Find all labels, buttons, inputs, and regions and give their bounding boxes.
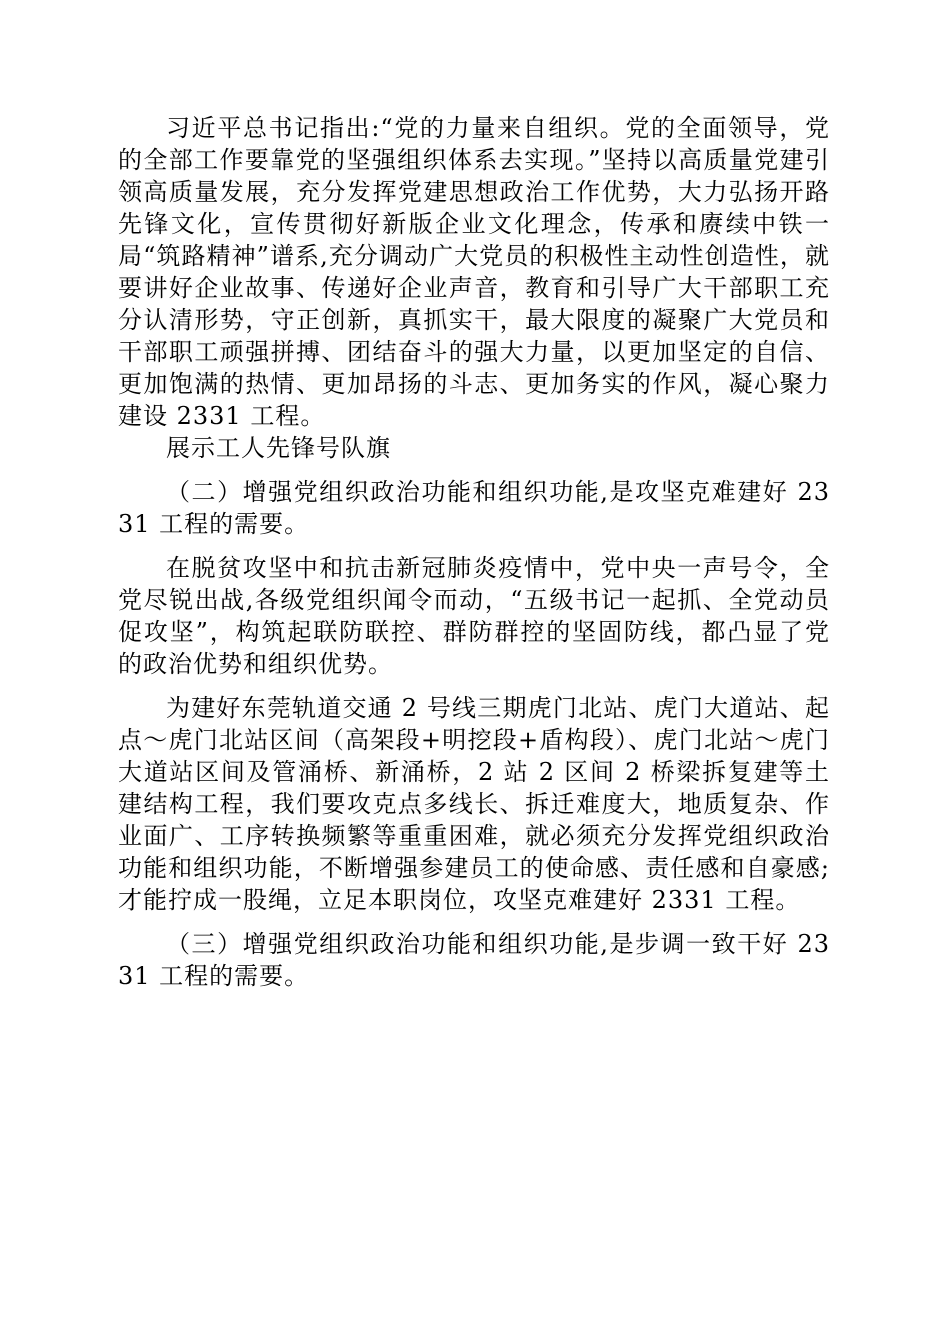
paragraph-poverty-epidemic: 在脱贫攻坚中和抗击新冠肺炎疫情中，党中央一声号令，全党尽锐出战,各级党组织闻令而动，“五级书记一起抓、全党动员促攻坚”，构筑起联防联控、群防群控的坚固防线，都凸显了党的政治优势和组织优势。 [118, 554, 830, 678]
section-heading-3: （三）增强党组织政治功能和组织功能,是步调一致干好 2331 工程的需要。 [118, 930, 830, 990]
caption-worker-pioneer-flag: 展示工人先锋号队旗 [166, 434, 391, 462]
paragraph-dongguan-line-2: 为建好东莞轨道交通 2 号线三期虎门北站、虎门大道站、起点～虎门北站区间（高架段+明挖段+盾构段）、虎门北站～虎门大道站区间及管涌桥、新涌桥，2 站 2 区间 2 桥梁拆复建等土建结构工程，我们要攻克点多线长、拆迁难度大，地质复杂、作业面广、工序转换频繁等重重困难，就必须充分发挥党组织政治功能和组织功能，不断增强参建员工的使命感、责任感和自豪感;才能拧成一股绳，立足本职岗位，攻坚克难建好 2331 工程。 [118, 694, 830, 914]
paragraph-intro: 习近平总书记指出:“党的力量来自组织。党的全面领导，党的全部工作要靠党的坚强组织体系去实现。”坚持以高质量党建引领高质量发展，充分发挥党建思想政治工作优势，大力弘扬开路先锋文化，宣传贯彻好新版企业文化理念，传承和赓续中铁一局“筑路精神”谱系,充分调动广大党员的积极性主动性创造性，就要讲好企业故事、传递好企业声音，教育和引导广大干部职工充分认清形势，守正创新，真抓实干，最大限度的凝聚广大党员和干部职工顽强拼搏、团结奋斗的强大力量，以更加坚定的自信、更加饱满的热情、更加昂扬的斗志、更加务实的作风，凝心聚力建设 2331 工程。 [118, 114, 830, 430]
section-heading-2: （二）增强党组织政治功能和组织功能,是攻坚克难建好 2331 工程的需要。 [118, 478, 830, 538]
document-body [118, 112, 830, 992]
